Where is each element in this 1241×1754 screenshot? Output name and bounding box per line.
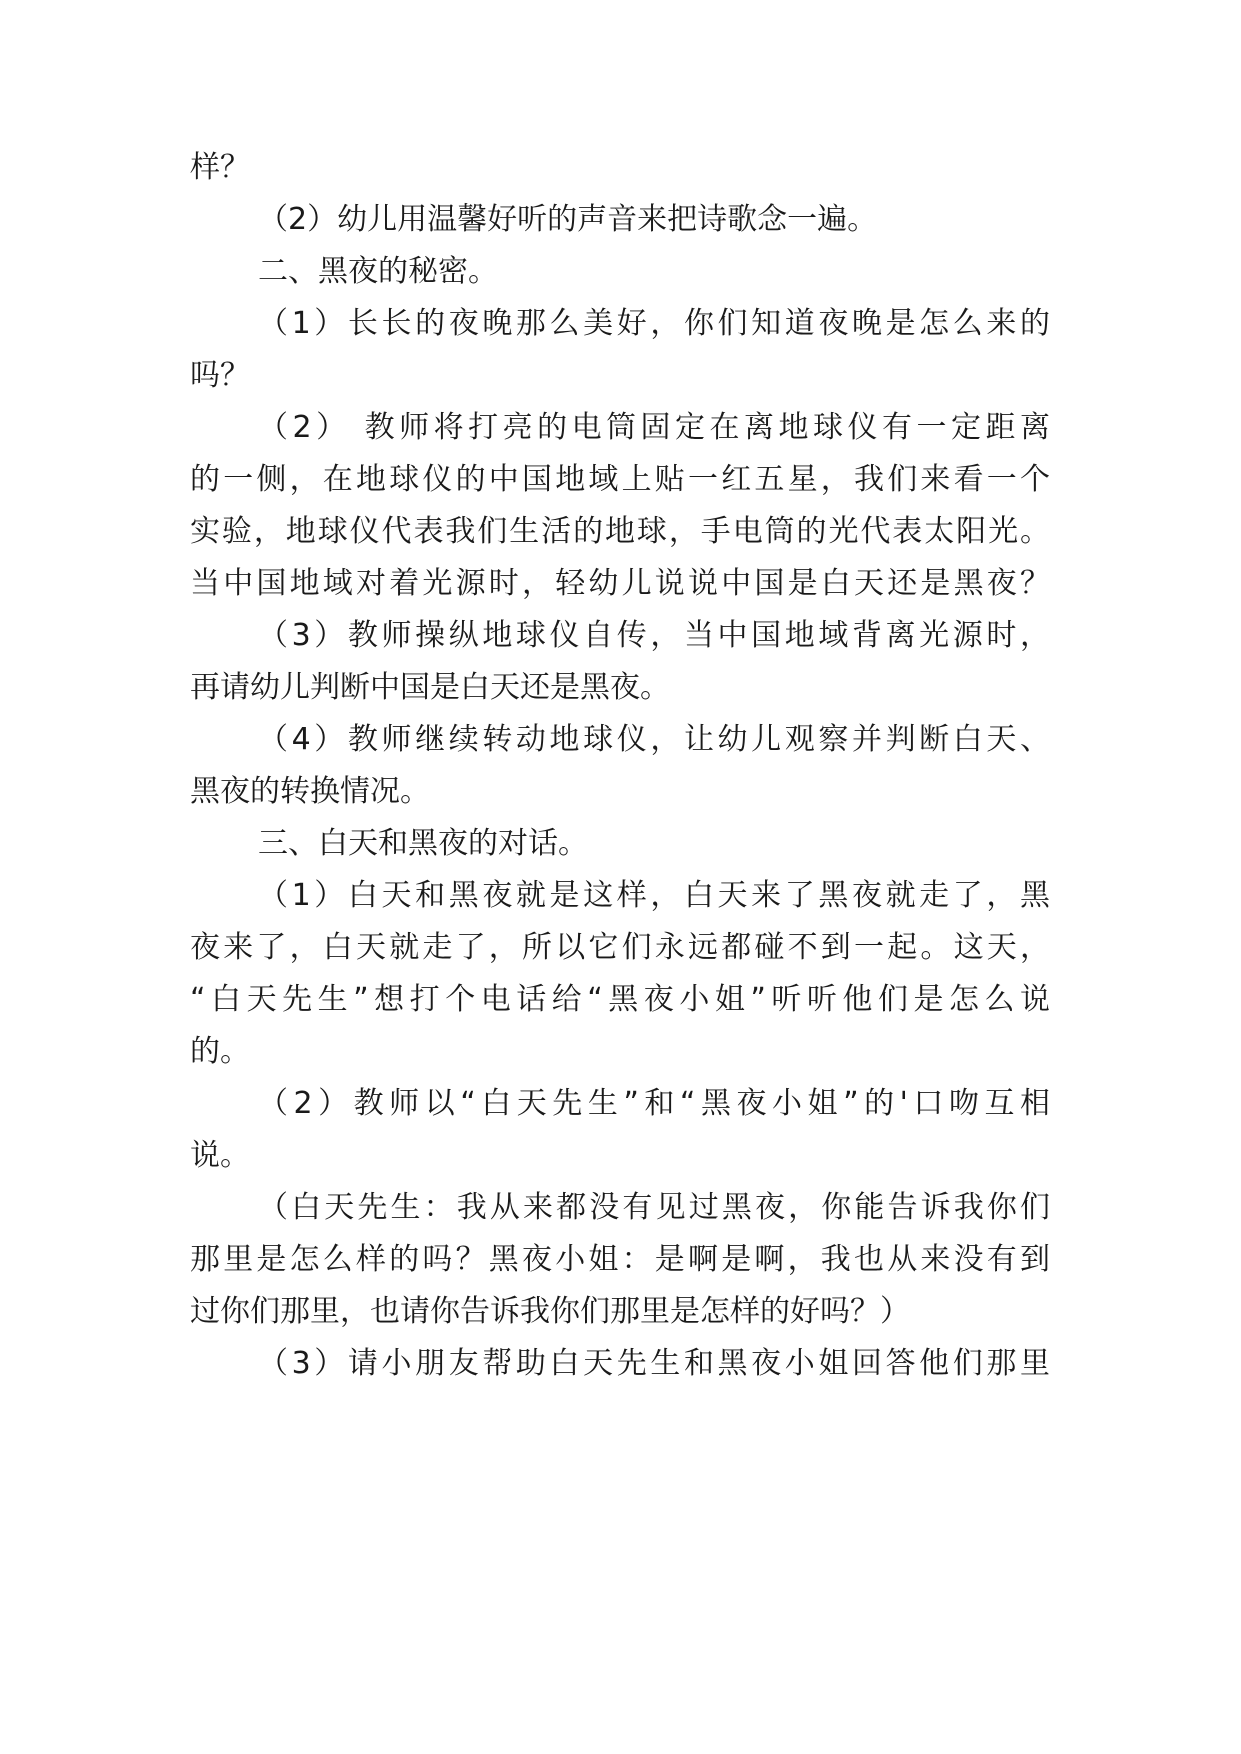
paragraph-line: （2）幼儿用温馨好听的声音来把诗歌念一遍。 [258, 202, 878, 237]
paragraph-line: 的。 [190, 1034, 250, 1069]
paragraph-line: 样？ [190, 150, 250, 185]
section-heading: 二、黑夜的秘密。 [258, 254, 498, 289]
paragraph-line: （1）长长的夜晚那么美好，你们知道夜晚是怎么来的 [258, 306, 1050, 341]
paragraph-line: （4）教师继续转动地球仪，让幼儿观察并判断白天、 [258, 722, 1050, 757]
paragraph-line: 说。 [190, 1138, 250, 1173]
paragraph-line: （白天先生：我从来都没有见过黑夜，你能告诉我你们 [258, 1190, 1050, 1225]
paragraph-line: 吗？ [190, 358, 250, 393]
paragraph-line: （3）请小朋友帮助白天先生和黑夜小姐回答他们那里 [258, 1346, 1050, 1381]
paragraph-line: （2） 教师将打亮的电筒固定在离地球仪有一定距离 [258, 410, 1050, 445]
paragraph-line: 那里是怎么样的吗？黑夜小姐：是啊是啊，我也从来没有到 [190, 1242, 1050, 1277]
paragraph-line: 实验，地球仪代表我们生活的地球，手电筒的光代表太阳光。 [190, 514, 1050, 549]
paragraph-line: 夜来了，白天就走了，所以它们永远都碰不到一起。这天， [190, 930, 1050, 965]
paragraph-line: 再请幼儿判断中国是白天还是黑夜。 [190, 670, 670, 705]
paragraph-line: （1）白天和黑夜就是这样，白天来了黑夜就走了，黑 [258, 878, 1050, 913]
paragraph-line: “白天先生”想打个电话给“黑夜小姐”听听他们是怎么说 [190, 982, 1050, 1017]
paragraph-line: 过你们那里，也请你告诉我你们那里是怎样的好吗？） [190, 1294, 910, 1329]
paragraph-line: （2）教师以“白天先生”和“黑夜小姐”的'口吻互相 [258, 1086, 1050, 1121]
paragraph-line: 黑夜的转换情况。 [190, 774, 430, 809]
paragraph-line: （3）教师操纵地球仪自传，当中国地域背离光源时， [258, 618, 1050, 653]
section-heading: 三、白天和黑夜的对话。 [258, 826, 588, 861]
paragraph-line: 的一侧，在地球仪的中国地域上贴一红五星，我们来看一个 [190, 462, 1050, 497]
paragraph-line: 当中国地域对着光源时，轻幼儿说说中国是白天还是黑夜？ [190, 566, 1050, 601]
